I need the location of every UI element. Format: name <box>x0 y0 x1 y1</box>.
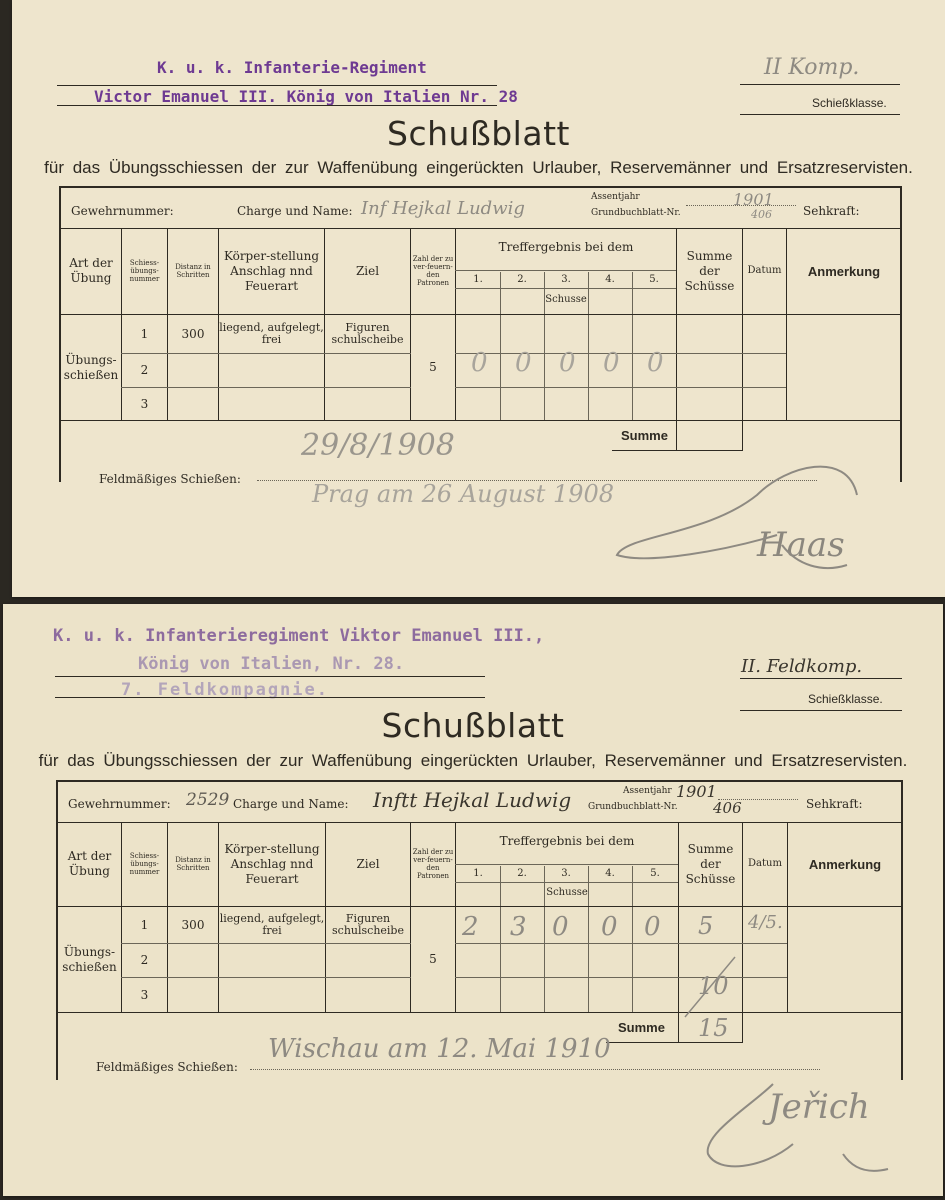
header-schusse: Schusse <box>546 887 588 898</box>
hit-5: 0 <box>644 912 661 942</box>
charge-label: Charge und Name: <box>233 797 349 811</box>
grundbuch-value: 406 <box>713 799 742 817</box>
regiment-stamp-line2: Victor Emanuel III. König von Italien Nr. 28 <box>94 87 518 106</box>
charge-label: Charge und Name: <box>237 204 353 218</box>
assentjahr-label: Assentjahr <box>591 192 640 202</box>
grundbuch-value: 406 <box>751 208 772 221</box>
schuss-num-4: 4. <box>605 868 615 879</box>
row-sum-1: 5 <box>698 912 714 940</box>
hit-3: 0 <box>559 348 576 378</box>
schiessklasse-value: II Komp. <box>764 55 860 80</box>
charge-value: Inf Hejkal Ludwig <box>361 198 525 219</box>
schiessklasse-label: Schießklasse. <box>812 96 887 110</box>
regiment-stamp-line3: 7. Feldkompagnie. <box>121 680 329 700</box>
header-art: Art der Übung <box>67 849 112 878</box>
signature: Jeřich <box>768 1087 870 1127</box>
summe-label: Summe <box>618 1020 665 1035</box>
signature-flourish-icon <box>607 455 867 580</box>
schuss-num-1: 1. <box>473 868 483 879</box>
header-treffer: Treffergebnis bei dem <box>499 833 635 848</box>
distanz-value: 300 <box>181 326 205 341</box>
schuss-num-5: 5. <box>650 868 660 879</box>
grundbuch-label: Grundbuchblatt-Nr. <box>591 208 681 218</box>
schussblatt-card-1 <box>12 0 945 597</box>
form-title: Schußblatt <box>387 114 570 153</box>
schiessklasse-value: II. Feldkomp. <box>741 656 863 677</box>
feld-label: Feldmäßiges Schießen: <box>96 1060 238 1074</box>
regiment-stamp-line1: K. u. k. Infanterieregiment Viktor Emanuel III., <box>53 626 545 646</box>
header-nummer: Schiess-übungs-nummer <box>129 259 160 283</box>
header-distanz: Distanz in Schritten <box>175 856 211 872</box>
header-summe-schuesse: Summe der Schüsse <box>685 841 736 886</box>
row-sum-3: 10 <box>698 972 729 1000</box>
header-nummer: Schiess-übungs-nummer <box>129 852 160 876</box>
header-anmerkung: Anmerkung <box>807 263 881 279</box>
schuss-num-2: 2. <box>517 274 527 285</box>
header-datum: Datum <box>747 265 782 276</box>
row-num-2: 2 <box>140 953 149 967</box>
patronen-value: 5 <box>429 952 437 966</box>
header-koerper: Körper-stellung Anschlag nnd Feuerart <box>224 841 320 886</box>
feld-value: Wischau am 12. Mai 1910 <box>268 1034 611 1064</box>
date-handwritten: 29/8/1908 <box>301 428 455 463</box>
summe-label: Summe <box>621 428 668 443</box>
row-num-3: 3 <box>140 396 149 411</box>
regiment-stamp-line1: K. u. k. Infanterie-Regiment <box>157 58 427 77</box>
hit-1: 0 <box>471 348 488 378</box>
row-num-1: 1 <box>140 917 149 932</box>
form-title: Schußblatt <box>381 706 565 745</box>
header-patronen: Zahl der zu ver-feuern-den Patronen <box>412 848 454 880</box>
header-distanz: Distanz in Schritten <box>175 263 211 279</box>
row-num-2: 2 <box>140 363 149 377</box>
hit-1: 2 <box>462 912 479 942</box>
row-num-3: 3 <box>140 987 149 1002</box>
sehkraft-label: Sehkraft: <box>803 204 860 218</box>
header-ziel: Ziel <box>355 263 380 278</box>
header-patronen: Zahl der zu ver-feuern-den Patronen <box>412 255 454 287</box>
schuss-num-1: 1. <box>473 274 483 285</box>
art-value: Übungs-schießen <box>62 944 117 974</box>
charge-value: Inftt Hejkal Ludwig <box>373 788 572 812</box>
sum-slash-icon <box>680 947 740 1022</box>
row-num-1: 1 <box>140 326 149 341</box>
koerper-value: liegend, aufgelegt, frei <box>219 321 324 346</box>
assentjahr-label: Assentjahr <box>623 786 672 796</box>
signature-flourish-icon <box>693 1074 893 1184</box>
hit-3: 0 <box>552 912 569 942</box>
hit-2: 0 <box>515 348 532 378</box>
header-datum: Datum <box>748 858 782 869</box>
koerper-value: liegend, aufgelegt, frei <box>219 912 325 937</box>
gewehrnummer-label: Gewehrnummer: <box>71 204 174 218</box>
sehkraft-label: Sehkraft: <box>806 797 863 811</box>
feld-label: Feldmäßiges Schießen: <box>99 472 241 486</box>
ziel-value: Figuren schulscheibe <box>331 321 404 346</box>
shooting-form <box>59 186 902 486</box>
header-schusse: Schusse <box>545 294 587 305</box>
patronen-value: 5 <box>429 360 437 374</box>
ziel-value: Figuren schulscheibe <box>332 912 404 937</box>
header-treffer: Treffergebnis bei dem <box>498 239 634 254</box>
hit-4: 0 <box>601 912 618 942</box>
art-value: Übungs-schießen <box>63 352 119 382</box>
header-anmerkung: Anmerkung <box>808 856 882 872</box>
header-art: Art der Übung <box>69 256 113 285</box>
form-subtitle: für das Übungsschiessen der zur Waffenübung eingerückten Urlauber, Reservemänner und Ersatzreservisten. <box>38 751 908 770</box>
schuss-num-3: 3. <box>561 868 571 879</box>
schuss-num-4: 4. <box>605 274 615 285</box>
schuss-num-5: 5. <box>649 274 659 285</box>
header-koerper: Körper-stellung Anschlag nnd Feuerart <box>223 248 320 293</box>
assentjahr-value: 1901 <box>676 782 717 801</box>
datum-value: 4/5. <box>748 912 783 933</box>
regiment-stamp-line2: König von Italien, Nr. 28. <box>138 654 405 674</box>
hit-2: 3 <box>510 912 527 942</box>
header-ziel: Ziel <box>356 856 380 871</box>
feld-value: Prag am 26 August 1908 <box>312 480 615 508</box>
form-subtitle: für das Übungsschiessen der zur Waffenübung eingerückten Urlauber, Reservemänner und Ersatzreservisten. <box>44 158 913 177</box>
schuss-num-2: 2. <box>517 868 527 879</box>
gewehrnummer-value: 2529 <box>186 790 230 810</box>
distanz-value: 300 <box>181 917 205 932</box>
summe-value: 15 <box>698 1014 729 1042</box>
hit-5: 0 <box>647 348 664 378</box>
signature: Haas <box>757 525 845 565</box>
schiessklasse-label: Schießklasse. <box>808 692 883 706</box>
grundbuch-label: Grundbuchblatt-Nr. <box>588 802 678 812</box>
schussblatt-card-2 <box>3 604 943 1196</box>
gewehrnummer-label: Gewehrnummer: <box>68 797 171 811</box>
header-summe-schuesse: Summe der Schüsse <box>684 248 735 293</box>
hit-4: 0 <box>603 348 620 378</box>
assentjahr-value: 1901 <box>733 190 774 209</box>
schuss-num-3: 3. <box>561 274 571 285</box>
